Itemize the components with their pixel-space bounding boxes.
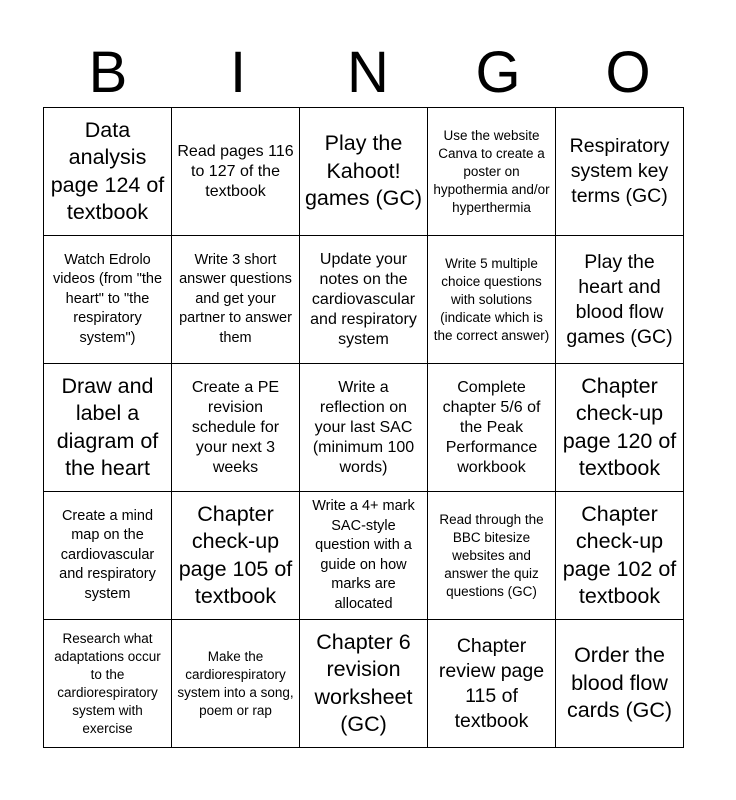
bingo-cell[interactable]: Create a PE revision schedule for your next 3 weeks [172, 364, 300, 492]
bingo-cell[interactable]: Data analysis page 124 of textbook [44, 108, 172, 236]
bingo-cell[interactable]: Read pages 116 to 127 of the textbook [172, 108, 300, 236]
bingo-cell[interactable]: Research what adaptations occur to the cardiorespiratory system with exercise [44, 620, 172, 748]
bingo-cell[interactable]: Chapter 6 revision worksheet (GC) [300, 620, 428, 748]
bingo-cell[interactable]: Use the website Canva to create a poster on hypothermia and/or hyperthermia [428, 108, 556, 236]
bingo-row-5 [44, 620, 684, 748]
bingo-cell[interactable]: Read through the BBC bitesize websites and answer the quiz questions (GC) [428, 492, 556, 620]
bingo-cell[interactable]: Chapter check-up page 102 of textbook [556, 492, 684, 620]
header-letter-o: O [605, 40, 651, 105]
bingo-row-1 [44, 108, 684, 236]
bingo-cell[interactable]: Make the cardiorespiratory system into a song, poem or rap [172, 620, 300, 748]
header-letter-n: N [347, 40, 389, 105]
header-letter-i: I [229, 40, 247, 105]
bingo-cell[interactable]: Play the heart and blood flow games (GC) [556, 236, 684, 364]
bingo-cell[interactable]: Play the Kahoot! games (GC) [300, 108, 428, 236]
bingo-cell[interactable]: Complete chapter 5/6 of the Peak Performance workbook [428, 364, 556, 492]
bingo-card [43, 107, 684, 748]
bingo-cell[interactable]: Respiratory system key terms (GC) [556, 108, 684, 236]
bingo-cell[interactable]: Write 5 multiple choice questions with solutions (indicate which is the correct answer) [428, 236, 556, 364]
bingo-cell[interactable]: Chapter check-up page 120 of textbook [556, 364, 684, 492]
bingo-header [43, 40, 693, 106]
bingo-cell[interactable]: Chapter check-up page 105 of textbook [172, 492, 300, 620]
bingo-cell[interactable]: Draw and label a diagram of the heart [44, 364, 172, 492]
bingo-row-4 [44, 492, 684, 620]
bingo-cell[interactable]: Write 3 short answer questions and get your partner to answer them [172, 236, 300, 364]
header-letter-g: G [475, 40, 521, 105]
bingo-cell[interactable]: Watch Edrolo videos (from "the heart" to "the respiratory system") [44, 236, 172, 364]
bingo-row-3 [44, 364, 684, 492]
bingo-cell[interactable]: Write a 4+ mark SAC-style question with a guide on how marks are allocated [300, 492, 428, 620]
bingo-cell[interactable]: Order the blood flow cards (GC) [556, 620, 684, 748]
bingo-cell[interactable]: Chapter review page 115 of textbook [428, 620, 556, 748]
bingo-cell[interactable]: Create a mind map on the cardiovascular and respiratory system [44, 492, 172, 620]
bingo-cell[interactable]: Write a reflection on your last SAC (minimum 100 words) [300, 364, 428, 492]
header-letter-b: B [88, 40, 128, 105]
bingo-row-2 [44, 236, 684, 364]
bingo-cell[interactable]: Update your notes on the cardiovascular and respiratory system [300, 236, 428, 364]
